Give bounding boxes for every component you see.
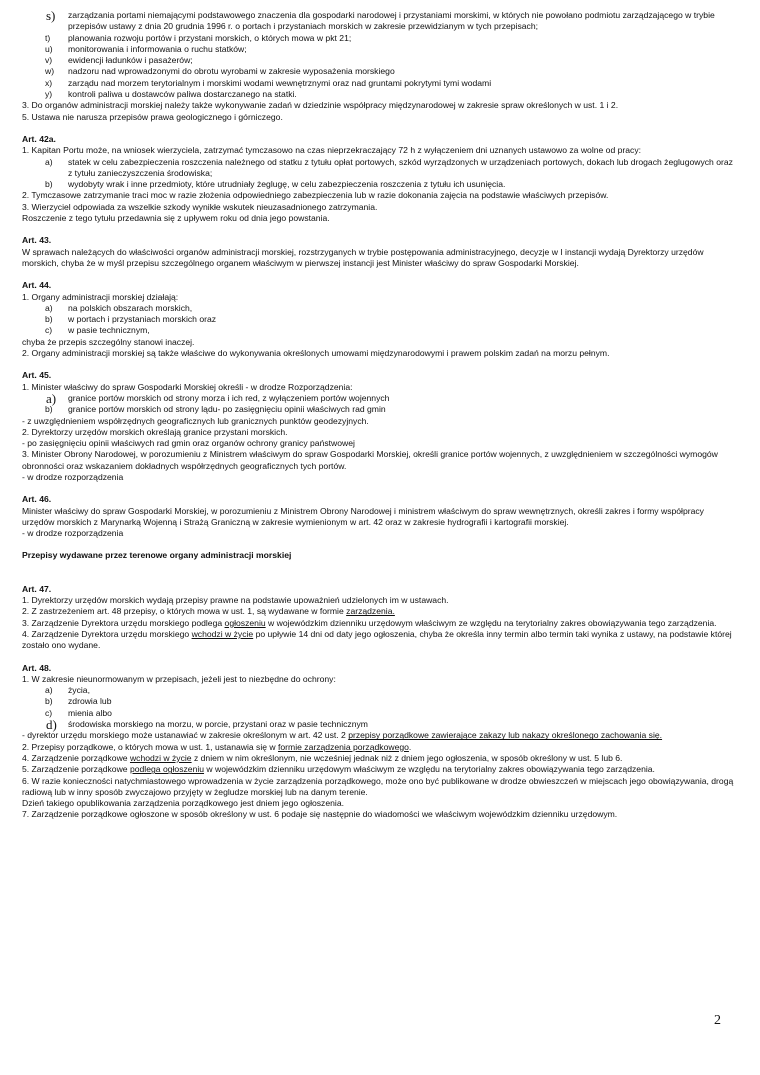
article-heading: Art. 43. <box>22 235 52 246</box>
list-item-text: życia, <box>68 685 90 696</box>
paragraph: 2. Przepisy porządkowe, o których mowa w ust. 1, ustanawia się w formie zarządzenia porządkowego. <box>22 741 412 752</box>
list-item-c <box>22 708 734 719</box>
list-item-a <box>22 303 734 314</box>
list-item-text: nadzoru nad wprowadzonymi do obrotu wyrobami w zakresie wyposażenia morskiego <box>68 66 395 77</box>
paragraph: 1. Kapitan Portu może, na wniosek wierzyciela, zatrzymać tymczasowo na czas nieprzekraczający 72 h z wyłączeniem dni uznanych ustawowo za wolne od pracy: <box>22 145 642 156</box>
list-marker: c) <box>45 325 53 336</box>
paragraph: - w drodze rozporządzenia <box>22 528 124 539</box>
list-marker: a) <box>45 685 53 696</box>
paragraph: 4. Zarządzenie Dyrektora urzędu morskiego wchodzi w życie po upływie 14 dni od daty jego ogłoszenia, chyba że określa inny termin albo termin taki wynika z ustawy, na podstawie której zostało ono wydane. <box>22 628 732 651</box>
list-item-a <box>22 157 734 180</box>
paragraph: 2. Z zastrzeżeniem art. 48 przepisy, o których mowa w ust. 1, są wydawane w formie zarządzenia. <box>22 606 395 617</box>
paragraph: Dzień takiego opublikowania zarządzenia porządkowego jest dniem jego ogłoszenia. <box>22 798 344 809</box>
article-heading: Art. 42a. <box>22 133 56 144</box>
list-marker: d) <box>46 717 57 733</box>
paragraph: 1. Dyrektorzy urzędów morskich wydają przepisy prawne na podstawie upoważnień udzielonych im w ustawach. <box>22 595 449 606</box>
paragraph: 3. Wierzyciel odpowiada za wszelkie szkody wynikłe wskutek nieuzasadnionego zatrzymania. <box>22 201 378 212</box>
document-page <box>22 10 734 821</box>
list-item-b <box>22 404 734 415</box>
paragraph: chyba że przepis szczególny stanowi inaczej. <box>22 336 195 347</box>
paragraph: 2. Dyrektorzy urzędów morskich określają granice przystani morskich. <box>22 426 288 437</box>
list-item-text: wydobyty wrak i inne przedmioty, które utrudniały żeglugę, w celu zabezpieczenia roszczenia z tytułu ich usunięcia. <box>68 179 506 190</box>
list-marker: v) <box>45 55 53 66</box>
list-item-y <box>22 89 734 100</box>
list-item-text: zarządu nad morzem terytorialnym i morskimi wodami wewnętrznymi oraz nad gruntami pokrytymi tymi wodami <box>68 77 492 88</box>
paragraph: Roszczenie z tego tytułu przedawnia się z upływem roku od dnia jego powstania. <box>22 213 330 224</box>
list-item-text: statek w celu zabezpieczenia roszczenia należnego od statku z tytułu opłat portowych, szkód wyrządzonych w urządzeniach portowych, dokach lub drogach żeglugowych oraz z tytułu zanieczyszczenia środowiska; <box>68 156 733 178</box>
paragraph: 1. W zakresie nieunormowanym w przepisach, jeżeli jest to niezbędne do ochrony: <box>22 673 336 684</box>
list-marker: a) <box>45 302 53 313</box>
paragraph: 6. W razie konieczności natychmiastowego wprowadzenia w życie zarządzenia porządkowego, może ono być publikowane w drodze obwieszczeń w miejscach jego obowiązywania, drogą radiową lub w inny sposób zwyczajowo przyjęty w żegludze morskiej lub na danym terenie. <box>22 775 734 797</box>
paragraph: - w drodze rozporządzenia <box>22 471 124 482</box>
paragraph: - z uwzględnieniem współrzędnych geograficznych lub granicznych punktów geodezyjnych. <box>22 415 369 426</box>
list-item-text: kontroli paliwa u dostawców paliwa dostarczanego na statki. <box>68 89 297 100</box>
list-item-text: granice portów morskich od strony morza i ich red, z wyłączeniem portów wojennych <box>68 392 390 403</box>
paragraph: W sprawach należących do właściwości organów administracji morskiej, rozstrzyganych w trybie postępowania administracyjnego, decyzje w I instancji wydają Dyrektorzy urzędów morskich, chyba że w myśl przepisu szczególnego organem właściwym w pierwszej instancji jest Minister właściwy do spraw Gospodarki Morskiej. <box>22 246 704 268</box>
list-item-c <box>22 325 734 336</box>
list-item-u <box>22 44 734 55</box>
paragraph: 3. Do organów administracji morskiej należy także wykonywanie zadań w dziedzinie współpracy międzynarodowej w zakresie spraw określonych w ust. 1 i 2. <box>22 100 619 111</box>
paragraph: 4. Zarządzenie porządkowe wchodzi w życie z dniem w nim określonym, nie wcześniej jednak niż z dniem jego ogłoszenia, w sposób określony w ust. 5 lub 6. <box>22 752 623 763</box>
list-item-text: na polskich obszarach morskich, <box>68 302 193 313</box>
paragraph: - po zasięgnięciu opinii właściwych rad gmin oraz organów ochrony granicy państwowej <box>22 438 355 449</box>
paragraph: Minister właściwy do spraw Gospodarki Morskiej, w porozumieniu z Ministrem Obrony Narodowej i ministrem właściwym do spraw wewnętrznych, określi zakres i formy współpracy urzędów morskich z Marynarką Wojenną i Strażą Graniczną w zakresie wymienionym w art. 42 oraz w zakresie hydrografii i kartografii morskiej. <box>22 505 704 527</box>
list-item-text: granice portów morskich od strony lądu- po zasięgnięciu opinii właściwych rad gmin <box>68 404 386 415</box>
paragraph: 5. Zarządzenie porządkowe podlega ogłoszeniu w wojewódzkim dzienniku urzędowym właściwym ze względu na terytorialny zakres obowiązywania tego zarządzenia. <box>22 764 655 775</box>
list-item-text: ewidencji ładunków i pasażerów; <box>68 55 193 66</box>
paragraph: 1. Organy administracji morskiej działają: <box>22 291 179 302</box>
list-marker: a) <box>45 156 53 167</box>
list-marker: x) <box>45 77 53 88</box>
list-item-a <box>22 390 734 406</box>
article-heading: Art. 45. <box>22 370 52 381</box>
list-item-x <box>22 78 734 89</box>
list-item-s <box>22 10 734 33</box>
list-marker: b) <box>45 314 53 325</box>
list-item-b <box>22 314 734 325</box>
list-item-v <box>22 55 734 66</box>
paragraph: 2. Organy administracji morskiej są także właściwe do wykonywania określonych umowami międzynarodowymi i prawem polskim zadań na morzu pełnym. <box>22 348 610 359</box>
article-heading: Art. 48. <box>22 662 52 673</box>
list-item-text: mienia albo <box>68 707 112 718</box>
list-item-text: zarządzania portami niemającymi podstawowego znaczenia dla gospodarki narodowej i przystaniami morskimi, w których nie powołano podmiotu zarządzającego w trybie przepisów ustawy z dnia 20 grudnia 1996 r. o portach i przystaniach morskich w zakresie przewidzianym w tych przepisach; <box>68 10 715 32</box>
list-item-text: zdrowia lub <box>68 696 112 707</box>
list-item-d <box>22 717 734 733</box>
paragraph: - dyrektor urzędu morskiego może ustanawiać w zakresie określonym w art. 42 ust. 2 przepisy porządkowe zawierające zakazy lub nakazy określonego zachowania się. <box>22 730 663 741</box>
list-item-b <box>22 696 734 707</box>
list-item-t <box>22 33 734 44</box>
list-marker: b) <box>45 179 53 190</box>
paragraph: 3. Minister Obrony Narodowej, w porozumieniu z Ministrem właściwym do spraw Gospodarki Morskiej, określi granice portów wojennych, z uwzględnieniem w szczególności wymogów obronności oraz wskazaniem dokładnych współrzędnych geograficznych tych portów. <box>22 449 718 471</box>
article-heading: Art. 44. <box>22 280 52 291</box>
list-item-text: środowiska morskiego na morzu, w porcie, przystani oraz w pasie technicznym <box>68 719 368 730</box>
article-heading: Art. 46. <box>22 494 52 505</box>
list-item-b <box>22 179 734 190</box>
list-marker: b) <box>45 696 53 707</box>
page-number: 2 <box>714 1013 721 1028</box>
paragraph: 1. Minister właściwy do spraw Gospodarki Morskiej określi - w drodze Rozporządzenia: <box>22 381 353 392</box>
list-item-w <box>22 66 734 77</box>
list-item-text: planowania rozwoju portów i przystani morskich, o których mowa w pkt 21; <box>68 32 352 43</box>
paragraph: 2. Tymczasowe zatrzymanie traci moc w razie złożenia odpowiedniego zabezpieczenia lub w razie dokonania zajęcia na podstawie właściwych przepisów. <box>22 190 609 201</box>
list-item-text: monitorowania i informowania o ruchu statków; <box>68 43 247 54</box>
list-item-text: w pasie technicznym, <box>68 325 150 336</box>
list-marker: w) <box>45 66 55 77</box>
list-marker: b) <box>45 404 53 415</box>
list-marker: s) <box>46 8 56 23</box>
paragraph: 5. Ustawa nie narusza przepisów prawa geologicznego i górniczego. <box>22 111 283 122</box>
list-marker: y) <box>45 89 53 100</box>
list-item-text: w portach i przystaniach morskich oraz <box>68 314 217 325</box>
article-heading: Art. 47. <box>22 583 52 594</box>
list-marker: c) <box>45 707 53 718</box>
list-marker: u) <box>45 43 53 54</box>
paragraph: 7. Zarządzenie porządkowe ogłoszone w sposób określony w ust. 6 podaje się następnie do wiadomości we właściwym wojewódzkim dzienniku urzędowym. <box>22 809 618 820</box>
paragraph: 3. Zarządzenie Dyrektora urzędu morskiego podlega ogłoszeniu w wojewódzkim dzienniku urzędowym właściwym ze względu na terytorialny zakres obowiązywania tego zarządzenia. <box>22 617 717 628</box>
section-heading: Przepisy wydawane przez terenowe organy administracji morskiej <box>22 550 292 561</box>
list-marker: a) <box>46 390 57 406</box>
list-marker: t) <box>45 32 51 43</box>
list-item-a <box>22 685 734 696</box>
